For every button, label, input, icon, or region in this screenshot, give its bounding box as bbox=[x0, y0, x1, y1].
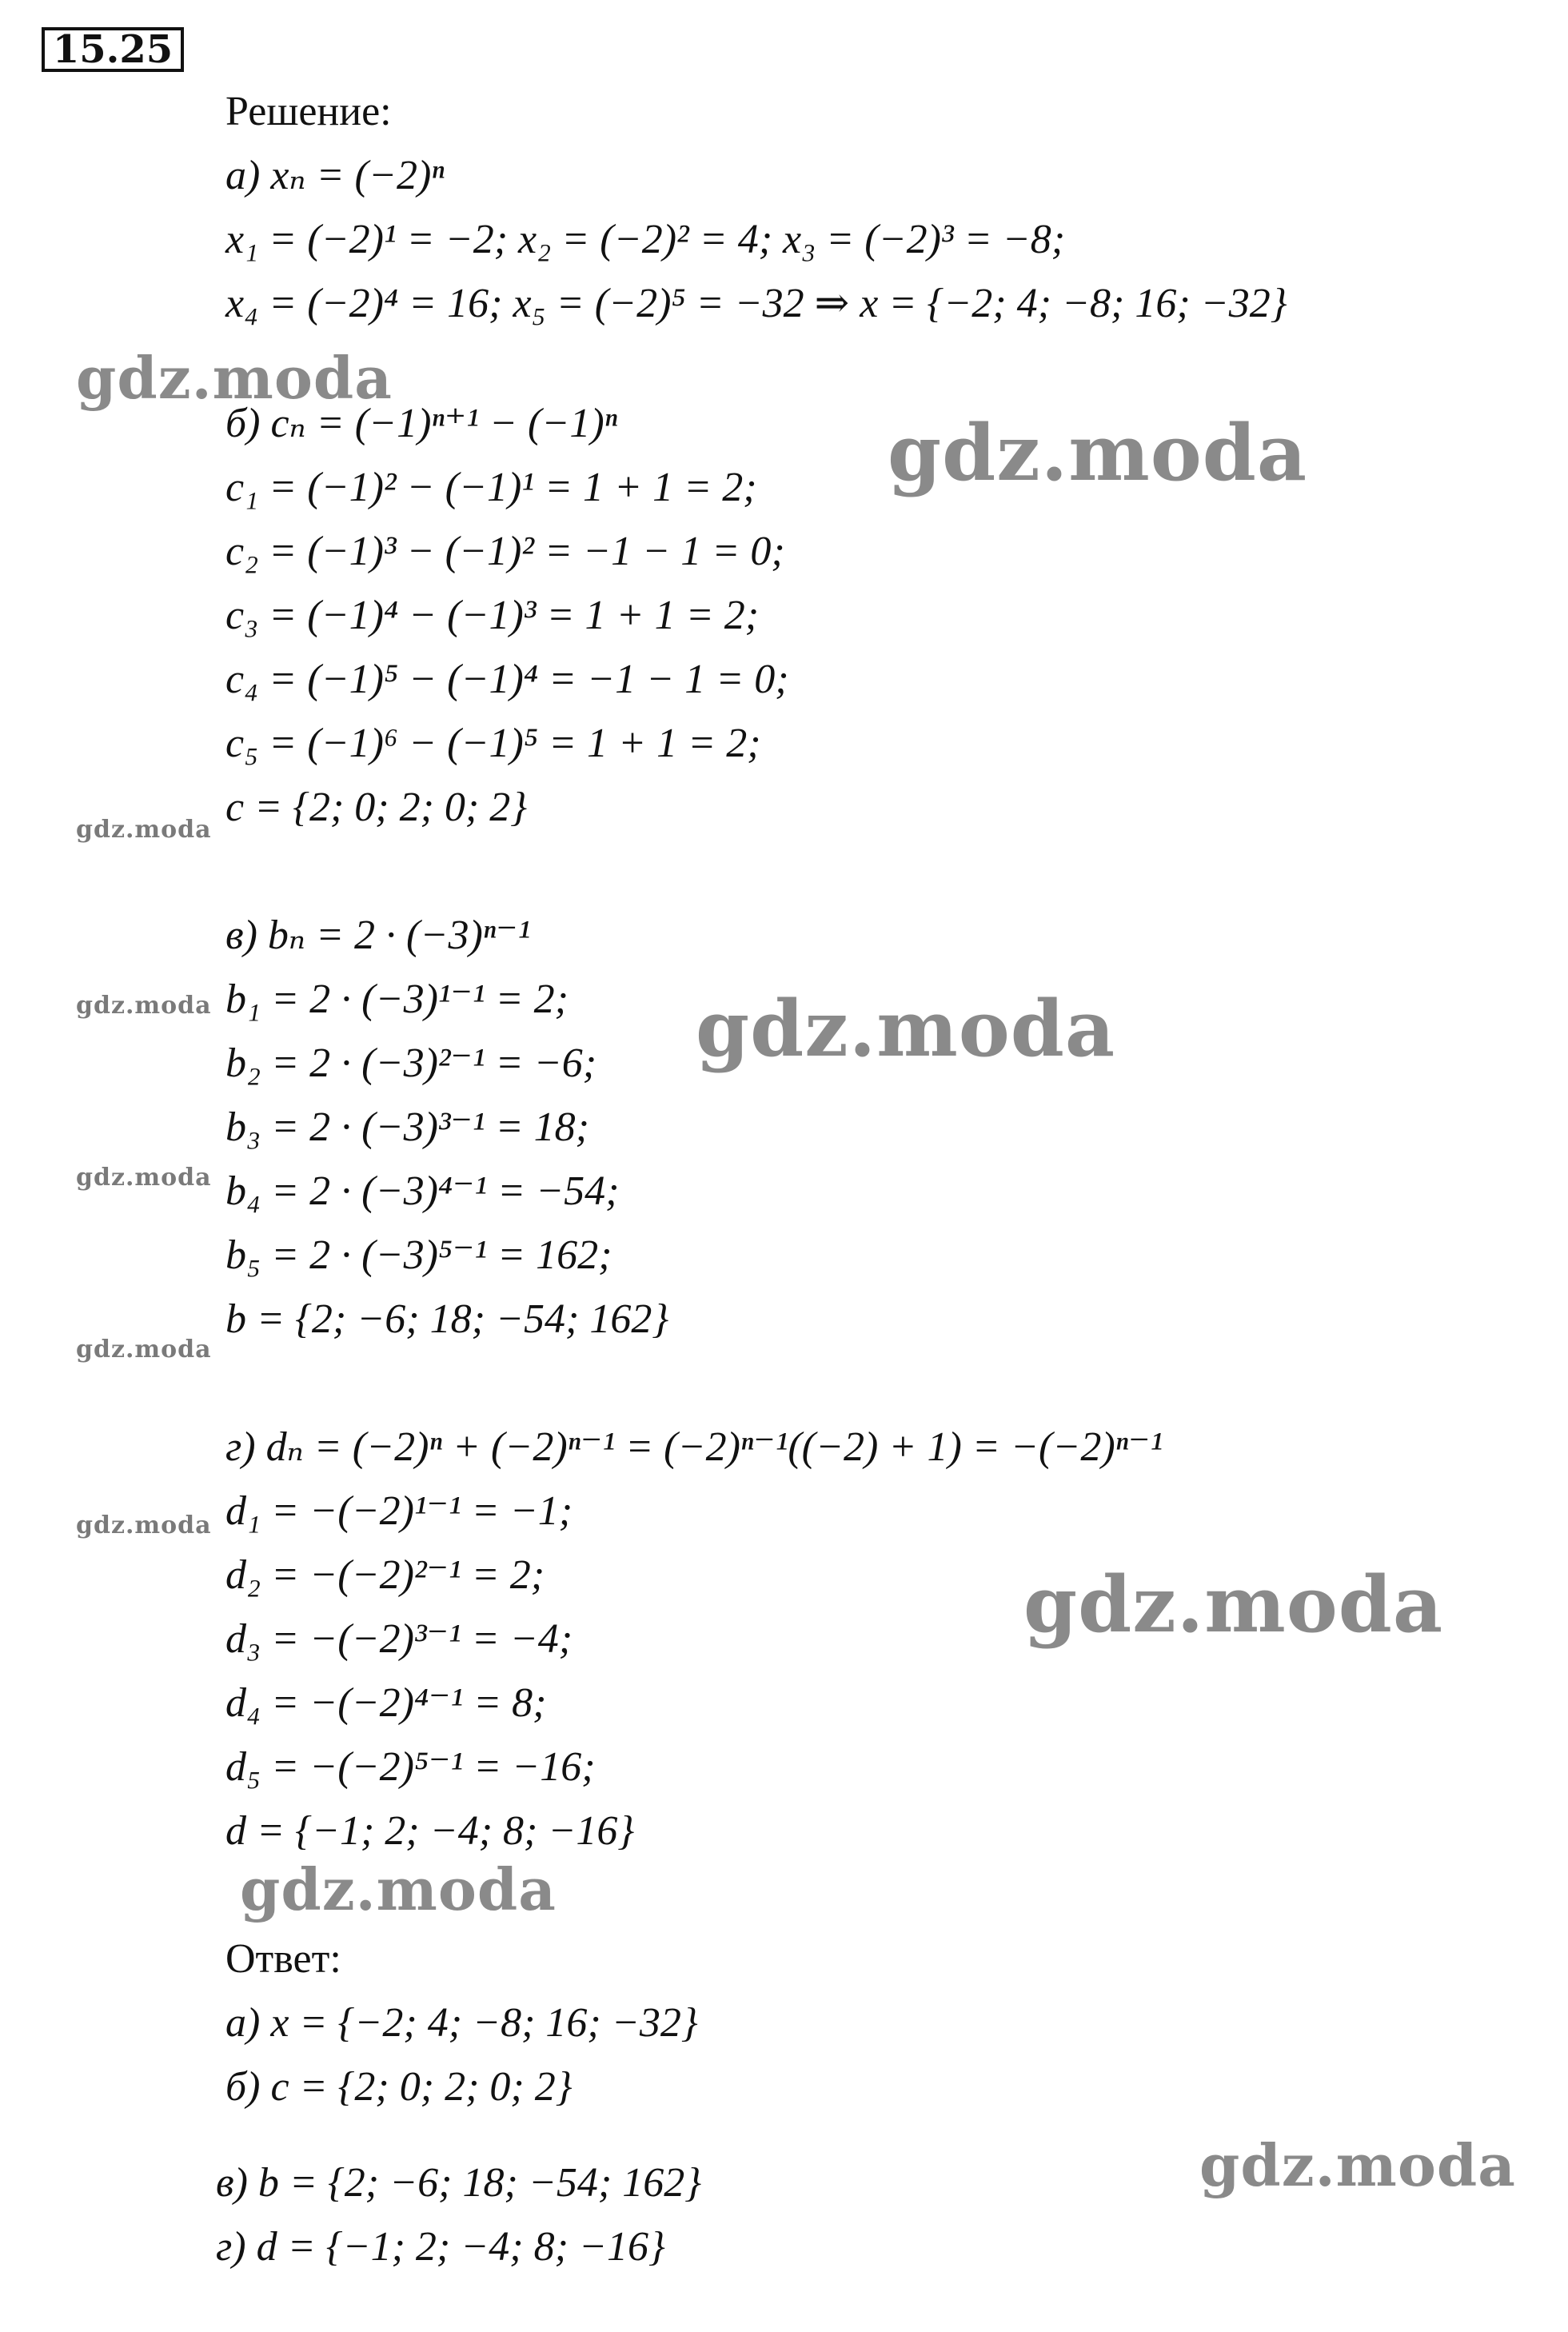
solution-heading: Решение: bbox=[225, 89, 392, 134]
part-v-line-1: b₁ = 2 · (−3)¹⁻¹ = 2; bbox=[225, 976, 569, 1022]
part-a-line-1: x₁ = (−2)¹ = −2; x₂ = (−2)² = 4; x₃ = (−2)³ = −8; bbox=[225, 217, 1066, 262]
part-g-line-4: d₄ = −(−2)⁴⁻¹ = 8; bbox=[225, 1680, 547, 1726]
part-a-line-2: x₄ = (−2)⁴ = 16; x₅ = (−2)⁵ = −32 ⇒ x = {−2; 4; −8; 16; −32} bbox=[225, 281, 1287, 326]
part-g-line-1: d₁ = −(−2)¹⁻¹ = −1; bbox=[225, 1488, 573, 1534]
part-g-formula: г) dₙ = (−2)ⁿ + (−2)ⁿ⁻¹ = (−2)ⁿ⁻¹((−2) + 1) = −(−2)ⁿ⁻¹ bbox=[225, 1424, 1163, 1470]
part-b-result: c = {2; 0; 2; 0; 2} bbox=[225, 785, 528, 830]
part-a-formula: а) xₙ = (−2)ⁿ bbox=[225, 153, 445, 198]
watermark: gdz.moda bbox=[76, 1336, 212, 1364]
part-g-line-2: d₂ = −(−2)²⁻¹ = 2; bbox=[225, 1552, 545, 1598]
watermark: gdz.moda bbox=[240, 1855, 557, 1923]
problem-number: 15.25 bbox=[42, 27, 184, 72]
part-b-line-2: c₂ = (−1)³ − (−1)² = −1 − 1 = 0; bbox=[225, 529, 785, 574]
watermark: gdz.moda bbox=[76, 992, 212, 1020]
part-b-line-5: c₅ = (−1)⁶ − (−1)⁵ = 1 + 1 = 2; bbox=[225, 721, 761, 766]
answer-heading: Ответ: bbox=[225, 1936, 341, 1982]
watermark: gdz.moda bbox=[1199, 2131, 1516, 2199]
part-g-line-5: d₅ = −(−2)⁵⁻¹ = −16; bbox=[225, 1744, 596, 1790]
watermark: gdz.moda bbox=[76, 344, 393, 412]
part-b-line-4: c₄ = (−1)⁵ − (−1)⁴ = −1 − 1 = 0; bbox=[225, 657, 789, 702]
part-v-result: b = {2; −6; 18; −54; 162} bbox=[225, 1296, 669, 1342]
part-v-line-2: b₂ = 2 · (−3)²⁻¹ = −6; bbox=[225, 1040, 597, 1086]
part-g-line-3: d₃ = −(−2)³⁻¹ = −4; bbox=[225, 1616, 573, 1662]
answer-a: а) x = {−2; 4; −8; 16; −32} bbox=[225, 2000, 698, 2046]
answer-b: б) c = {2; 0; 2; 0; 2} bbox=[225, 2064, 573, 2110]
part-b-line-1: c₁ = (−1)² − (−1)¹ = 1 + 1 = 2; bbox=[225, 465, 757, 510]
part-v-formula: в) bₙ = 2 · (−3)ⁿ⁻¹ bbox=[225, 912, 531, 958]
watermark: gdz.moda bbox=[888, 408, 1308, 498]
part-g-result: d = {−1; 2; −4; 8; −16} bbox=[225, 1808, 635, 1854]
watermark: gdz.moda bbox=[76, 816, 212, 844]
part-v-line-3: b₃ = 2 · (−3)³⁻¹ = 18; bbox=[225, 1104, 589, 1150]
watermark: gdz.moda bbox=[1023, 1559, 1444, 1650]
part-v-line-5: b₅ = 2 · (−3)⁵⁻¹ = 162; bbox=[225, 1232, 612, 1278]
answer-v: в) b = {2; −6; 18; −54; 162} bbox=[216, 2160, 702, 2206]
watermark: gdz.moda bbox=[76, 1164, 212, 1192]
part-b-formula: б) cₙ = (−1)ⁿ⁺¹ − (−1)ⁿ bbox=[225, 401, 618, 446]
watermark: gdz.moda bbox=[696, 984, 1116, 1074]
watermark: gdz.moda bbox=[76, 1511, 212, 1539]
answer-g: г) d = {−1; 2; −4; 8; −16} bbox=[216, 2224, 665, 2270]
part-b-line-3: c₃ = (−1)⁴ − (−1)³ = 1 + 1 = 2; bbox=[225, 593, 760, 638]
part-v-line-4: b₄ = 2 · (−3)⁴⁻¹ = −54; bbox=[225, 1168, 620, 1214]
